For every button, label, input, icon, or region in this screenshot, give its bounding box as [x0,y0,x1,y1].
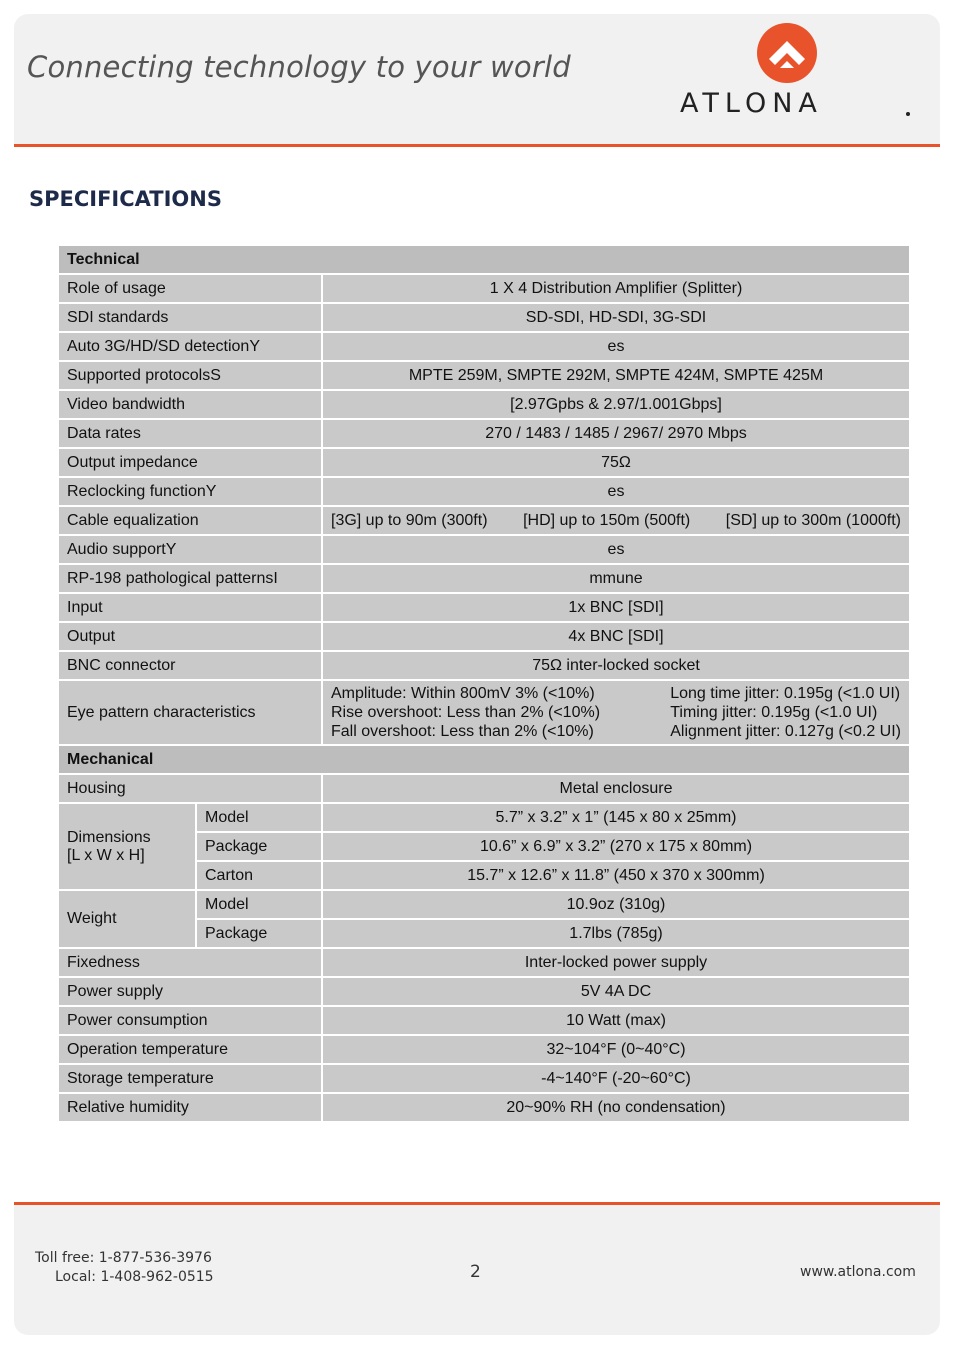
eye-pattern-values [322,680,910,745]
spec-label: BNC connector [58,651,322,680]
table-row [58,448,910,477]
spec-value: es [322,332,910,361]
spec-value: [2.97Gpbs & 2.97/1.001Gbps] [322,390,910,419]
spec-sublabel: Package [196,832,322,861]
table-row [58,803,910,832]
eye-fall-overshoot: Fall overshoot: Less than 2% (<10%) [331,723,594,740]
spec-value: 5.7” x 3.2” x 1” (145 x 80 x 25mm) [322,803,910,832]
table-row [58,274,910,303]
spec-label: Output impedance [58,448,322,477]
spec-value: es [322,535,910,564]
spec-value: 270 / 1483 / 1485 / 2967/ 2970 Mbps [322,419,910,448]
table-row [58,535,910,564]
spec-value: es [322,477,910,506]
spec-sublabel: Model [196,803,322,832]
table-row [58,977,910,1006]
eye-alignment-jitter: Alignment jitter: 0.127g (<0.2 UI) [670,723,901,740]
table-row [58,680,910,745]
spec-value: 75Ω inter-locked socket [322,651,910,680]
table-row [58,890,910,919]
spec-value: 15.7” x 12.6” x 11.8” (450 x 370 x 300mm) [322,861,910,890]
spec-label: Audio supportY [58,535,322,564]
spec-value: 10.6” x 6.9” x 3.2” (270 x 175 x 80mm) [322,832,910,861]
spec-label: Output [58,622,322,651]
spec-sublabel: Carton [196,861,322,890]
table-section-row [58,245,910,274]
spec-label: Housing [58,774,322,803]
table-row [58,506,910,535]
cable-3g: [3G] up to 90m (300ft) [331,511,488,529]
spec-label: RP-198 pathological patternsI [58,564,322,593]
spec-label: Fixedness [58,948,322,977]
table-row [58,1093,910,1122]
table-row [58,390,910,419]
table-row [58,419,910,448]
brand-dot-icon [906,112,910,116]
table-row [58,774,910,803]
table-row [58,1064,910,1093]
cable-values [322,506,910,535]
table-row [58,303,910,332]
spec-value: 1.7lbs (785g) [322,919,910,948]
section-heading: Mechanical [58,745,910,774]
tagline: Connecting technology to your world [27,50,571,84]
cable-hd: [HD] up to 150m (500ft) [523,511,691,529]
spec-label: Reclocking functionY [58,477,322,506]
spec-value: 32~104°F (0~40°C) [322,1035,910,1064]
spec-table [57,244,911,1123]
spec-label: Operation temperature [58,1035,322,1064]
spec-sublabel: Package [196,919,322,948]
dimensions-label-line2: [L x W x H] [67,846,145,864]
eye-right-column [670,684,901,741]
spec-sublabel: Model [196,890,322,919]
page-number: 2 [470,1262,481,1282]
dimensions-label [58,803,196,890]
eye-left-column [331,684,600,741]
dimensions-label-line1: Dimensions [67,828,151,846]
spec-label: Video bandwidth [58,390,322,419]
spec-value: -4~140°F (-20~60°C) [322,1064,910,1093]
table-section-row [58,745,910,774]
eye-long-jitter: Long time jitter: 0.195g (<1.0 UI) [670,685,901,702]
spec-value: 1x BNC [SDI] [322,593,910,622]
spec-value: 75Ω [322,448,910,477]
atlona-logo-icon [756,22,818,84]
spec-label: Power supply [58,977,322,1006]
table-row [58,651,910,680]
spec-value: Inter-locked power supply [322,948,910,977]
spec-value: SD-SDI, HD-SDI, 3G-SDI [322,303,910,332]
spec-value: 4x BNC [SDI] [322,622,910,651]
table-row [58,477,910,506]
table-row [58,948,910,977]
eye-timing-jitter: Timing jitter: 0.195g (<1.0 UI) [670,704,878,721]
spec-label: Role of usage [58,274,322,303]
spec-label: Relative humidity [58,1093,322,1122]
cable-sd: [SD] up to 300m (1000ft) [725,511,901,529]
brand-wordmark: ATLONA [680,88,823,119]
eye-amplitude: Amplitude: Within 800mV 3% (<10%) [331,685,595,702]
spec-label: Auto 3G/HD/SD detectionY [58,332,322,361]
spec-value: 5V 4A DC [322,977,910,1006]
local-number: Local: 1-408-962-0515 [55,1269,214,1285]
spec-label: Cable equalization [58,506,322,535]
table-row [58,332,910,361]
table-row [58,564,910,593]
table-row [58,593,910,622]
spec-value: 10.9oz (310g) [322,890,910,919]
spec-value: MPTE 259M, SMPTE 292M, SMPTE 424M, SMPTE 425M [322,361,910,390]
spec-label: Power consumption [58,1006,322,1035]
website-link[interactable]: www.atlona.com [800,1264,916,1280]
table-row [58,622,910,651]
toll-free-number: Toll free: 1-877-536-3976 [35,1250,212,1266]
table-row [58,1006,910,1035]
spec-value: 10 Watt (max) [322,1006,910,1035]
eye-rise-overshoot: Rise overshoot: Less than 2% (<10%) [331,704,601,721]
spec-value: 1 X 4 Distribution Amplifier (Splitter) [322,274,910,303]
spec-label: Data rates [58,419,322,448]
weight-label: Weight [58,890,196,948]
spec-label: SDI standards [58,303,322,332]
spec-label: Storage temperature [58,1064,322,1093]
spec-label: Eye pattern characteristics [58,680,322,745]
spec-label: Supported protocolsS [58,361,322,390]
spec-label: Input [58,593,322,622]
spec-value: 20~90% RH (no condensation) [322,1093,910,1122]
section-heading: Technical [58,245,910,274]
section-title: SPECIFICATIONS [29,187,222,211]
table-row [58,361,910,390]
table-row [58,1035,910,1064]
spec-value: mmune [322,564,910,593]
spec-value: Metal enclosure [322,774,910,803]
